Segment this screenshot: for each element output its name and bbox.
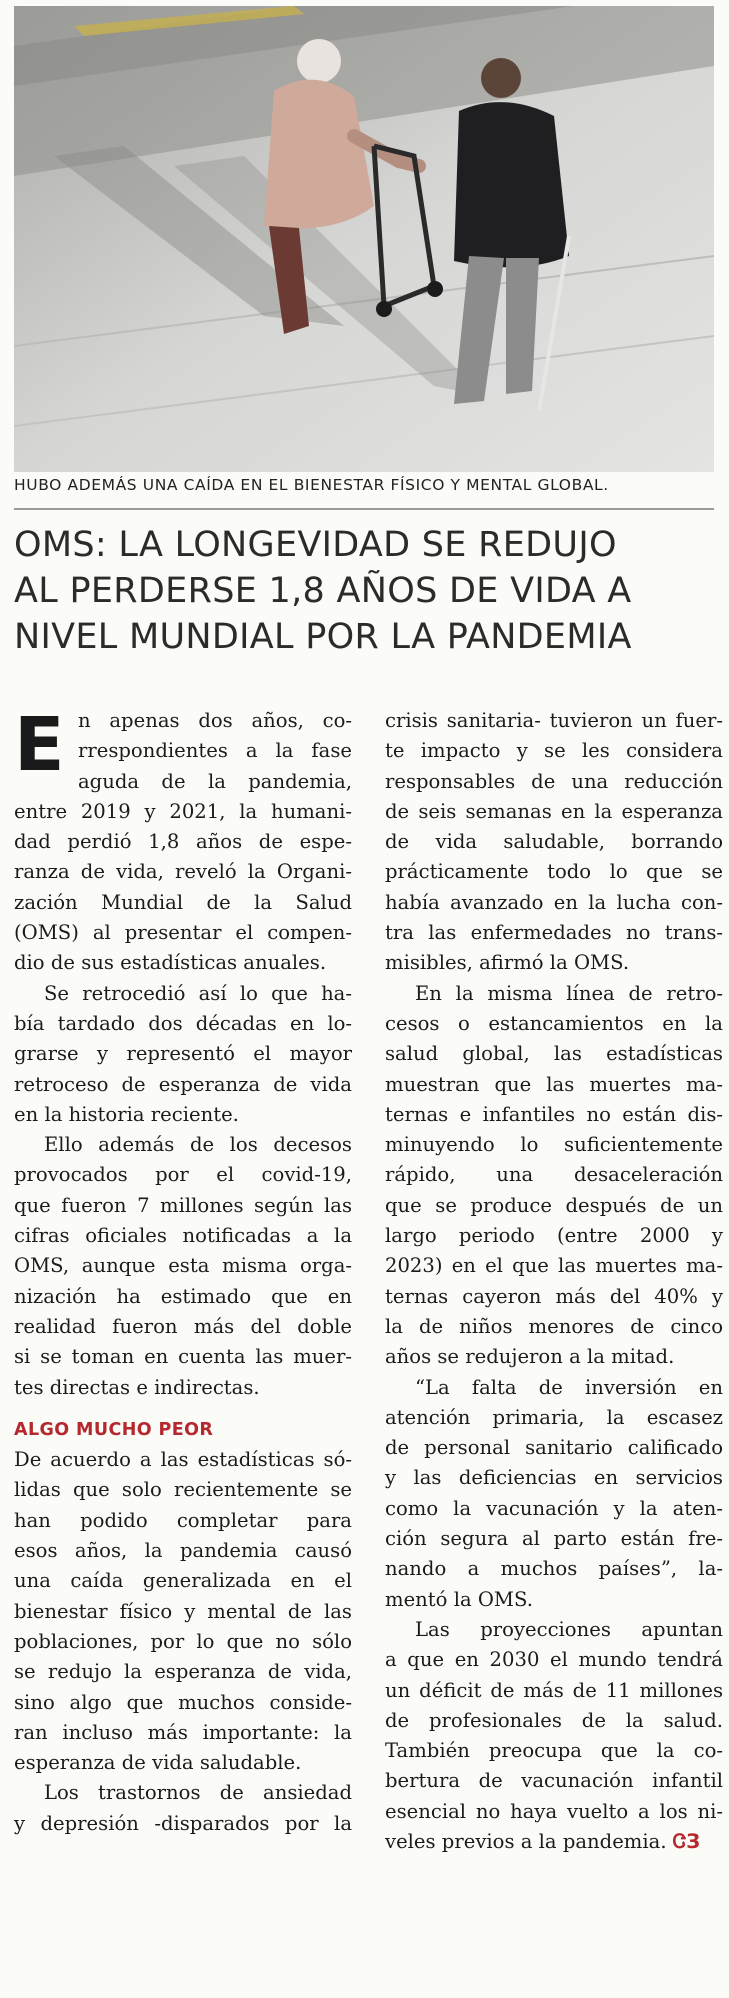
text-line: en la historia reciente. — [14, 1102, 239, 1126]
text-line: zación Mundial de la Salud — [14, 890, 352, 914]
drop-cap: E — [14, 702, 65, 788]
text-line: dio de sus estadísticas anuales. — [14, 951, 327, 975]
text-line: tes directas e indirectas. — [14, 1375, 260, 1399]
text-line: poblaciones, por lo que no sólo — [14, 1629, 352, 1653]
article-column-left — [14, 702, 352, 1839]
text-line: Se retrocedió así lo que ha- — [44, 981, 352, 1005]
text-line: También preocupa que la co- — [385, 1739, 723, 1763]
text-line: atención primaria, la escasez — [385, 1405, 723, 1429]
text-line: de profesionales de la salud. — [385, 1708, 723, 1732]
text-line: aguda de la pandemia, — [78, 769, 352, 793]
text-line: que fueron 7 millones según las — [14, 1193, 352, 1217]
text-line: sino algo que muchos conside- — [14, 1690, 352, 1714]
text-line: ción segura al parto están fre- — [385, 1527, 723, 1551]
text-line: ranza de vida, reveló la Organi- — [14, 860, 352, 884]
text-line: nización ha estimado que en — [14, 1284, 352, 1308]
text-line: salud global, las estadísticas — [385, 1042, 723, 1066]
caption-divider — [14, 508, 714, 510]
text-line: Los trastornos de ansiedad — [44, 1781, 352, 1805]
article-column-right — [385, 706, 723, 1857]
text-line: y las deficiencias en servicios — [385, 1466, 723, 1490]
text-line: como la vacunación y la aten- — [385, 1496, 723, 1520]
section-subheading: ALGO MUCHO PEOR — [14, 1419, 214, 1440]
text-line: la de niños menores de cinco — [385, 1314, 723, 1338]
text-line: ternas cayeron más del 40% y — [385, 1284, 723, 1308]
text-line: un déficit de más de 11 millones — [385, 1678, 723, 1702]
text-line: si se toman en cuenta las muer- — [14, 1345, 352, 1369]
text-line: OMS, aunque esta misma orga- — [14, 1254, 352, 1278]
text-line: a que en 2030 el mundo tendrá — [385, 1648, 723, 1672]
text-line: tra las enfermedades no trans- — [385, 921, 723, 945]
text-line: cifras oficiales notificadas a la — [14, 1224, 352, 1248]
text-line: veles previos a la pandemia. — [385, 1829, 667, 1853]
text-line: cesos o estancamientos en la — [385, 1011, 723, 1035]
text-line: han podido completar para — [14, 1508, 352, 1532]
text-line: (OMS) al presentar el compen- — [14, 921, 352, 945]
text-line: De acuerdo a las estadísticas só- — [14, 1448, 352, 1472]
text-line: nando a muchos países”, la- — [385, 1557, 723, 1581]
text-line: retroceso de esperanza de vida — [14, 1072, 352, 1096]
text-line: de personal sanitario calificado — [385, 1436, 723, 1460]
elderly-couple-walking-image — [14, 6, 714, 472]
headline-line: NIVEL MUNDIAL POR LA PANDEMIA — [14, 617, 632, 657]
text-line: de vida saludable, borrando — [385, 830, 723, 854]
text-line: bía tardado dos décadas en lo- — [14, 1011, 352, 1035]
text-line: ternas e infantiles no están dis- — [385, 1102, 723, 1126]
headline — [14, 522, 714, 660]
text-line: que se produce después de un — [385, 1193, 723, 1217]
text-line: n apenas dos años, co- — [78, 709, 352, 732]
text-line: lidas que solo recientemente se — [14, 1478, 352, 1502]
text-line: y depresión -disparados por la — [14, 1811, 352, 1835]
text-line: misibles, afirmó la OMS. — [385, 951, 630, 975]
text-line: de seis semanas en la esperanza — [385, 799, 723, 823]
text-line: esos años, la pandemia causó — [14, 1539, 352, 1563]
text-line: Las proyecciones apuntan — [415, 1617, 723, 1641]
text-line: entre 2019 y 2021, la humani- — [14, 799, 352, 823]
text-line: esencial no haya vuelto a los ni- — [385, 1799, 723, 1823]
text-line: Ello además de los decesos — [44, 1133, 352, 1157]
text-line: prácticamente todo lo que se — [385, 860, 723, 884]
text-line: muestran que las muertes ma- — [385, 1072, 723, 1096]
text-line: grarse y representó el mayor — [14, 1042, 352, 1066]
text-line: mentó la OMS. — [385, 1587, 533, 1611]
end-mark-icon: ᏣЗ — [672, 1829, 701, 1853]
photo-caption: HUBO ADEMÁS UNA CAÍDA EN EL BIENESTAR FÍSICO Y MENTAL GLOBAL. — [14, 476, 609, 494]
text-line: “La falta de inversión en — [415, 1375, 723, 1399]
text-line: te impacto y se les considera — [385, 739, 723, 763]
text-line: rápido, una desaceleración — [385, 1163, 723, 1187]
text-line: bertura de vacunación infantil — [385, 1769, 723, 1793]
text-line: minuyendo lo suficientemente — [385, 1133, 723, 1157]
text-line: crisis sanitaria- tuvieron un fuer- — [385, 709, 723, 732]
text-line: había avanzado en la lucha con- — [385, 890, 723, 914]
text-line: años se redujeron a la mitad. — [385, 1345, 675, 1369]
text-line: dad perdió 1,8 años de espe- — [14, 830, 352, 854]
text-line: ran incluso más importante: la — [14, 1720, 352, 1744]
text-line: rrespondientes a la fase — [78, 739, 352, 763]
article-photo — [14, 6, 714, 472]
text-line-final — [385, 1827, 723, 1857]
text-line: bienestar físico y mental de las — [14, 1599, 352, 1623]
headline-line: OMS: LA LONGEVIDAD SE REDUJO — [14, 525, 617, 565]
text-line: provocados por el covid-19, — [14, 1163, 352, 1187]
headline-line: AL PERDERSE 1,8 AÑOS DE VIDA A — [14, 571, 632, 611]
text-line: se redujo la esperanza de vida, — [14, 1660, 352, 1684]
text-line: realidad fueron más del doble — [14, 1314, 352, 1338]
text-line: responsables de una reducción — [385, 769, 723, 793]
text-line: En la misma línea de retro- — [415, 981, 723, 1005]
text-line: 2023) en el que las muertes ma- — [385, 1254, 723, 1278]
text-line: largo periodo (entre 2000 y — [385, 1224, 723, 1248]
text-line: esperanza de vida saludable. — [14, 1751, 302, 1775]
text-line: una caída generalizada en el — [14, 1569, 352, 1593]
